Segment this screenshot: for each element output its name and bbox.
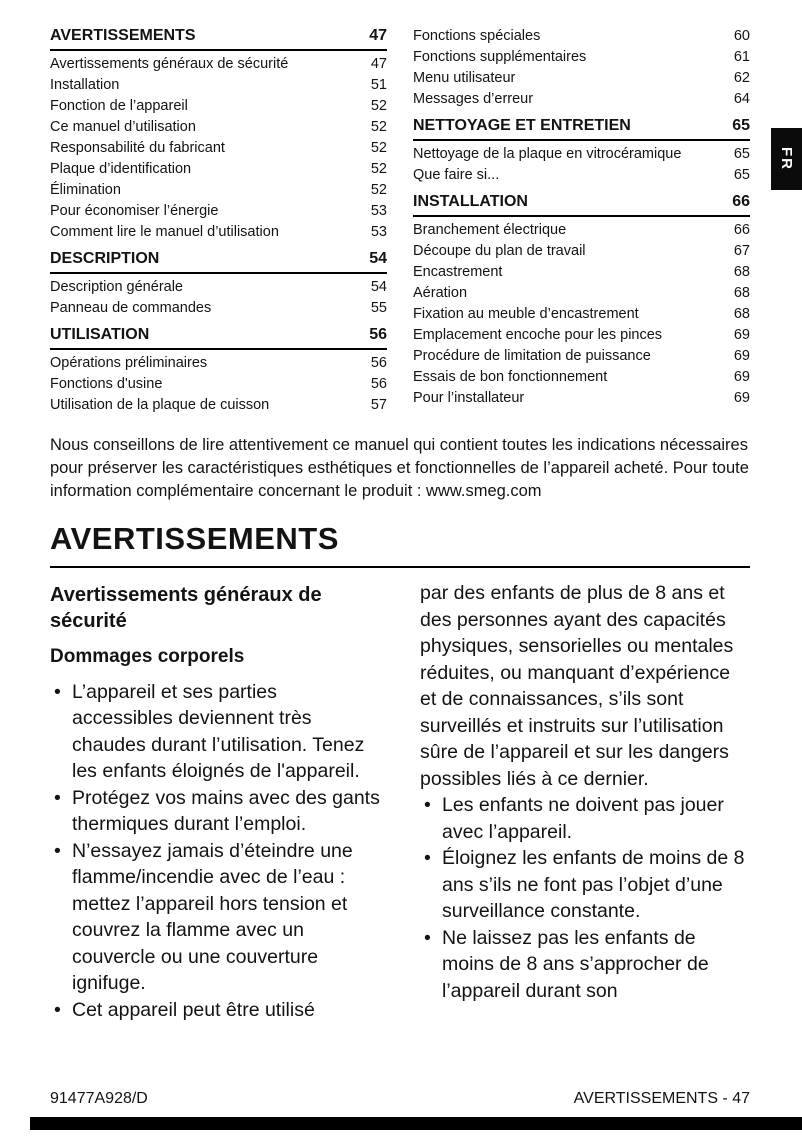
toc-entry-label: UTILISATION bbox=[50, 326, 150, 343]
table-of-contents bbox=[50, 26, 750, 416]
toc-row bbox=[50, 26, 387, 51]
toc-entry-label: Que faire si... bbox=[413, 167, 500, 183]
toc-entry-page: 67 bbox=[733, 243, 750, 259]
toc-entry-page: 60 bbox=[733, 28, 750, 44]
toc-left-column bbox=[50, 26, 387, 416]
toc-entry-page: 51 bbox=[370, 77, 387, 93]
toc-row bbox=[413, 283, 750, 304]
bullet-list bbox=[50, 679, 380, 1024]
toc-entry-page: 65 bbox=[733, 146, 750, 162]
bullet-item: • Cet appareil peut être utilisé bbox=[50, 997, 380, 1024]
toc-row bbox=[50, 180, 387, 201]
continuation-paragraph: par des enfants de plus de 8 ans et des personnes ayant des capacités physiques, sensorielles ou mentales réduites, ou manquant d’expérience et de connaissances, s’ils sont surveillés et instruits sur l’utilisation sûre de l’appareil et sur les dangers possibles liés à ce dernier. bbox=[420, 582, 734, 790]
page-title: AVERTISSEMENTS bbox=[50, 521, 750, 568]
page-footer bbox=[50, 1090, 750, 1108]
toc-entry-page: 56 bbox=[370, 355, 387, 371]
toc-entry-label: Encastrement bbox=[413, 264, 503, 280]
toc-row bbox=[413, 47, 750, 68]
toc-entry-page: 61 bbox=[733, 49, 750, 65]
toc-entry-page: 52 bbox=[370, 140, 387, 156]
toc-row bbox=[50, 249, 387, 274]
toc-entry-label: Essais de bon fonctionnement bbox=[413, 369, 608, 385]
toc-entry-page: 57 bbox=[370, 397, 387, 413]
body-right-column bbox=[420, 580, 750, 1023]
toc-entry-page: 66 bbox=[732, 193, 750, 210]
bullet-list bbox=[420, 792, 750, 1004]
toc-row bbox=[413, 241, 750, 262]
footer-chapter-page: AVERTISSEMENTS - 47 bbox=[573, 1090, 750, 1107]
toc-entry-page: 56 bbox=[369, 326, 387, 343]
toc-row bbox=[413, 89, 750, 110]
toc-row bbox=[413, 192, 750, 217]
toc-entry-page: 54 bbox=[370, 279, 387, 295]
bullet-item: • Protégez vos mains avec des gants thermiques durant l’emploi. bbox=[50, 785, 380, 838]
toc-entry-page: 52 bbox=[370, 161, 387, 177]
toc-entry-label: Fonctions d'usine bbox=[50, 376, 163, 392]
toc-entry-label: Ce manuel d’utilisation bbox=[50, 119, 196, 135]
toc-row bbox=[50, 325, 387, 350]
toc-row bbox=[50, 138, 387, 159]
toc-entry-page: 68 bbox=[733, 264, 750, 280]
bullet-item: • Les enfants ne doivent pas jouer avec l’appareil. bbox=[420, 792, 750, 845]
toc-entry-page: 55 bbox=[370, 300, 387, 316]
toc-entry-label: Fixation au meuble d’encastrement bbox=[413, 306, 639, 322]
toc-entry-label: Plaque d’identification bbox=[50, 161, 192, 177]
intro-paragraph: Nous conseillons de lire attentivement ce manuel qui contient toutes les indications nécessaires pour préserver les caractéristiques esthétiques et fonctionnelles de l’appareil acheté. Pour toute information complémentaire concernant le produit : www.smeg.com bbox=[50, 436, 749, 500]
toc-row bbox=[413, 346, 750, 367]
toc-entry-page: 68 bbox=[733, 285, 750, 301]
toc-entry-label: Branchement électrique bbox=[413, 222, 567, 238]
toc-row bbox=[50, 201, 387, 222]
toc-entry-page: 54 bbox=[369, 250, 387, 267]
toc-entry-label: Pour l’installateur bbox=[413, 390, 525, 406]
toc-entry-label: Responsabilité du fabricant bbox=[50, 140, 225, 156]
toc-entry-page: 47 bbox=[370, 56, 387, 72]
toc-row bbox=[50, 277, 387, 298]
toc-entry-page: 52 bbox=[370, 119, 387, 135]
toc-entry-label: Découpe du plan de travail bbox=[413, 243, 586, 259]
toc-entry-label: Aération bbox=[413, 285, 468, 301]
toc-entry-label: AVERTISSEMENTS bbox=[50, 27, 196, 44]
language-tab bbox=[771, 128, 802, 190]
toc-entry-label: Fonction de l’appareil bbox=[50, 98, 188, 114]
toc-entry-label: INSTALLATION bbox=[413, 193, 528, 210]
bullet-item: • Éloignez les enfants de moins de 8 ans s’ils ne font pas l’objet d’une surveillance constante. bbox=[420, 845, 750, 925]
toc-row bbox=[413, 116, 750, 141]
toc-entry-page: 66 bbox=[733, 222, 750, 238]
toc-entry-label: Description générale bbox=[50, 279, 183, 295]
toc-entry-page: 68 bbox=[733, 306, 750, 322]
toc-entry-page: 56 bbox=[370, 376, 387, 392]
toc-row bbox=[50, 117, 387, 138]
toc-entry-page: 65 bbox=[732, 117, 750, 134]
toc-row bbox=[413, 165, 750, 186]
toc-row bbox=[50, 395, 387, 416]
toc-entry-page: 69 bbox=[733, 390, 750, 406]
bullet-item: • Ne laissez pas les enfants de moins de 8 ans s’approcher de l’appareil durant son bbox=[420, 925, 750, 1005]
toc-row bbox=[50, 298, 387, 319]
toc-entry-page: 62 bbox=[733, 70, 750, 86]
toc-entry-page: 52 bbox=[370, 98, 387, 114]
toc-entry-page: 64 bbox=[733, 91, 750, 107]
toc-row bbox=[50, 222, 387, 243]
toc-row bbox=[50, 353, 387, 374]
toc-entry-label: Menu utilisateur bbox=[413, 70, 516, 86]
toc-entry-label: Avertissements généraux de sécurité bbox=[50, 56, 289, 72]
toc-entry-page: 69 bbox=[733, 348, 750, 364]
toc-entry-label: Nettoyage de la plaque en vitrocéramique bbox=[413, 146, 682, 162]
toc-row bbox=[50, 75, 387, 96]
toc-row bbox=[413, 262, 750, 283]
toc-entry-label: Élimination bbox=[50, 182, 121, 198]
bullet-item: • L’appareil et ses parties accessibles deviennent très chaudes durant l’utilisation. Tenez les enfants éloignés de l'appareil. bbox=[50, 679, 380, 785]
toc-row bbox=[413, 304, 750, 325]
toc-row bbox=[50, 96, 387, 117]
toc-row bbox=[413, 325, 750, 346]
toc-entry-label: Procédure de limitation de puissance bbox=[413, 348, 651, 364]
toc-entry-page: 65 bbox=[733, 167, 750, 183]
toc-entry-page: 69 bbox=[733, 369, 750, 385]
toc-entry-page: 69 bbox=[733, 327, 750, 343]
toc-entry-label: Utilisation de la plaque de cuisson bbox=[50, 397, 270, 413]
toc-row bbox=[50, 159, 387, 180]
toc-row bbox=[413, 388, 750, 409]
toc-row bbox=[50, 374, 387, 395]
toc-row bbox=[413, 220, 750, 241]
toc-entry-page: 47 bbox=[369, 27, 387, 44]
toc-entry-label: Installation bbox=[50, 77, 120, 93]
toc-row bbox=[413, 144, 750, 165]
toc-row bbox=[413, 367, 750, 388]
toc-entry-label: Fonctions supplémentaires bbox=[413, 49, 587, 65]
toc-entry-label: NETTOYAGE ET ENTRETIEN bbox=[413, 117, 631, 134]
toc-right-column bbox=[413, 26, 750, 416]
body-columns bbox=[50, 580, 750, 1023]
toc-entry-label: Fonctions spéciales bbox=[413, 28, 541, 44]
toc-row bbox=[413, 26, 750, 47]
toc-entry-page: 53 bbox=[370, 203, 387, 219]
toc-row bbox=[413, 68, 750, 89]
bottom-bar bbox=[30, 1117, 802, 1130]
toc-entry-label: Emplacement encoche pour les pinces bbox=[413, 327, 663, 343]
document-code: 91477A928/D bbox=[50, 1090, 148, 1107]
toc-entry-label: Panneau de commandes bbox=[50, 300, 212, 316]
toc-row bbox=[50, 54, 387, 75]
toc-entry-page: 53 bbox=[370, 224, 387, 240]
toc-entry-label: Messages d’erreur bbox=[413, 91, 534, 107]
subsection-heading: Dommages corporels bbox=[50, 646, 245, 667]
toc-entry-label: Pour économiser l’énergie bbox=[50, 203, 219, 219]
toc-entry-label: Opérations préliminaires bbox=[50, 355, 208, 371]
toc-entry-label: DESCRIPTION bbox=[50, 250, 160, 267]
section-heading: Avertissements généraux de sécurité bbox=[50, 584, 322, 632]
bullet-item: • N’essayez jamais d’éteindre une flamme/incendie avec de l’eau : mettez l’appareil hors tension et couvrez la flamme avec un couvercle ou une couverture ignifuge. bbox=[50, 838, 380, 997]
language-tab-label: FR bbox=[778, 147, 795, 171]
body-left-column bbox=[50, 580, 380, 1023]
toc-entry-page: 52 bbox=[370, 182, 387, 198]
toc-entry-label: Comment lire le manuel d’utilisation bbox=[50, 224, 279, 240]
